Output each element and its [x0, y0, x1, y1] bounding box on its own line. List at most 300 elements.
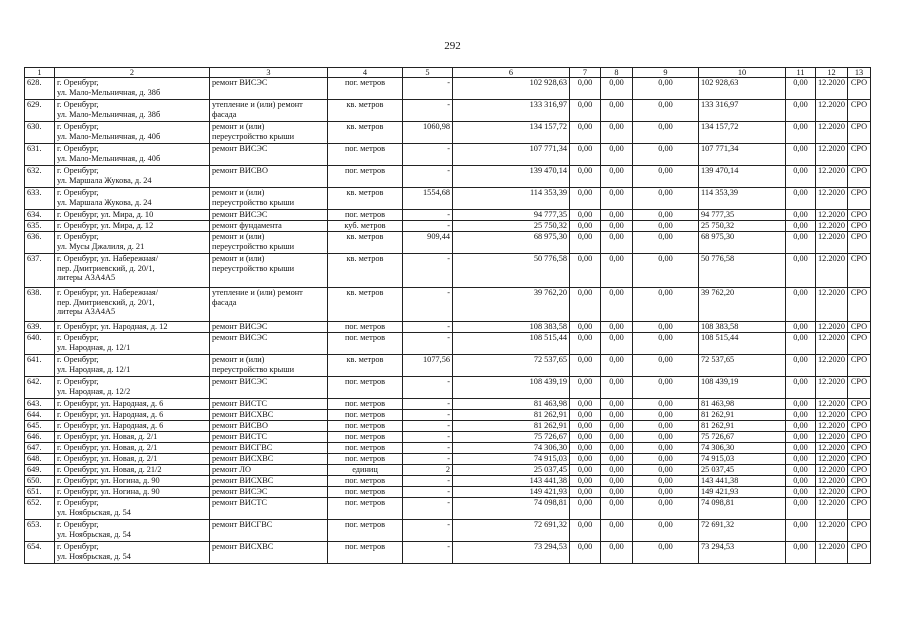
- value-cell: 0,00: [633, 322, 699, 333]
- fund-cost-cell: 81 262,91: [699, 410, 786, 421]
- value-cell: 0,00: [601, 355, 633, 377]
- total-cost-cell: 73 294,53: [453, 542, 570, 564]
- value-cell: 0,00: [601, 399, 633, 410]
- fund-cost-cell: 74 306,30: [699, 443, 786, 454]
- method-cell: СРО: [848, 288, 871, 322]
- work-type-cell: [210, 421, 328, 432]
- value-cell: 0,00: [786, 333, 816, 355]
- method-cell: СРО: [848, 254, 871, 288]
- work-type-line: ремонт ВИСХВС: [212, 454, 274, 464]
- table-row: [25, 166, 871, 188]
- address-line: г. Оренбург,: [57, 100, 99, 110]
- deadline-cell: 12.2020: [816, 166, 848, 188]
- work-type-cell: [210, 465, 328, 476]
- work-type-line: ремонт и (или): [212, 122, 265, 132]
- deadline-cell: 12.2020: [816, 78, 848, 100]
- table-row: [25, 221, 871, 232]
- method-cell: СРО: [848, 432, 871, 443]
- address-line: г. Оренбург,: [57, 498, 99, 508]
- work-type-cell: [210, 443, 328, 454]
- work-type-line: ремонт ВИСТС: [212, 498, 268, 508]
- value-cell: 0,00: [786, 144, 816, 166]
- address-line: ул. Мало-Мельничная, д. 38б: [57, 87, 161, 97]
- row-number-cell: 636.: [25, 232, 55, 254]
- value-cell: 0,00: [786, 432, 816, 443]
- value-cell: 0,00: [786, 78, 816, 100]
- address-cell: [55, 288, 210, 322]
- work-type-cell: [210, 322, 328, 333]
- column-header: 4: [328, 68, 403, 78]
- method-cell: СРО: [848, 443, 871, 454]
- address-cell: [55, 232, 210, 254]
- total-cost-cell: 39 762,20: [453, 288, 570, 322]
- total-cost-cell: 68 975,30: [453, 232, 570, 254]
- value-cell: 0,00: [786, 377, 816, 399]
- deadline-cell: 12.2020: [816, 188, 848, 210]
- quantity-cell: -: [403, 520, 453, 542]
- method-cell: СРО: [848, 100, 871, 122]
- value-cell: 0,00: [786, 166, 816, 188]
- method-cell: СРО: [848, 465, 871, 476]
- total-cost-cell: 25 037,45: [453, 465, 570, 476]
- value-cell: 0,00: [570, 465, 601, 476]
- row-number-cell: 649.: [25, 465, 55, 476]
- fund-cost-cell: 50 776,58: [699, 254, 786, 288]
- address-cell: [55, 432, 210, 443]
- address-cell: [55, 399, 210, 410]
- total-cost-cell: 72 537,65: [453, 355, 570, 377]
- address-line: г. Оренбург, ул. Набережная/: [57, 254, 159, 264]
- value-cell: 0,00: [601, 520, 633, 542]
- address-cell: [55, 465, 210, 476]
- work-type-cell: [210, 399, 328, 410]
- work-type-line: ремонт ЛО: [212, 465, 251, 475]
- address-line: г. Оренбург, ул. Новая, д. 2/1: [57, 432, 158, 442]
- table-row: [25, 432, 871, 443]
- value-cell: 0,00: [570, 355, 601, 377]
- row-number-cell: 653.: [25, 520, 55, 542]
- address-line: ул. Народная, д. 12/1: [57, 342, 131, 352]
- value-cell: 0,00: [570, 542, 601, 564]
- unit-cell: пог. метров: [328, 78, 403, 100]
- total-cost-cell: 81 463,98: [453, 399, 570, 410]
- work-type-line: ремонт ВИСЭС: [212, 210, 268, 220]
- fund-cost-cell: 72 691,32: [699, 520, 786, 542]
- method-cell: СРО: [848, 166, 871, 188]
- value-cell: 0,00: [601, 254, 633, 288]
- quantity-cell: -: [403, 377, 453, 399]
- value-cell: 0,00: [570, 254, 601, 288]
- quantity-cell: -: [403, 443, 453, 454]
- fund-cost-cell: 74 098,81: [699, 498, 786, 520]
- row-number-cell: 643.: [25, 399, 55, 410]
- quantity-cell: -: [403, 322, 453, 333]
- value-cell: 0,00: [601, 432, 633, 443]
- value-cell: 0,00: [786, 487, 816, 498]
- method-cell: СРО: [848, 122, 871, 144]
- value-cell: 0,00: [601, 443, 633, 454]
- unit-cell: кв. метров: [328, 232, 403, 254]
- value-cell: 0,00: [570, 432, 601, 443]
- quantity-cell: 1077,56: [403, 355, 453, 377]
- table-row: [25, 210, 871, 221]
- address-cell: [55, 476, 210, 487]
- unit-cell: пог. метров: [328, 432, 403, 443]
- quantity-cell: -: [403, 144, 453, 166]
- method-cell: СРО: [848, 476, 871, 487]
- method-cell: СРО: [848, 210, 871, 221]
- method-cell: СРО: [848, 188, 871, 210]
- row-number-cell: 646.: [25, 432, 55, 443]
- header-row: [25, 68, 871, 78]
- work-type-cell: [210, 232, 328, 254]
- unit-cell: куб. метров: [328, 221, 403, 232]
- work-type-line: ремонт ВИСЭС: [212, 78, 268, 88]
- table-row: [25, 355, 871, 377]
- value-cell: 0,00: [633, 122, 699, 144]
- value-cell: 0,00: [786, 520, 816, 542]
- address-cell: [55, 210, 210, 221]
- value-cell: 0,00: [601, 166, 633, 188]
- table-row: [25, 232, 871, 254]
- value-cell: 0,00: [570, 221, 601, 232]
- value-cell: 0,00: [633, 410, 699, 421]
- value-cell: 0,00: [601, 465, 633, 476]
- row-number-cell: 650.: [25, 476, 55, 487]
- method-cell: СРО: [848, 410, 871, 421]
- table-row: [25, 144, 871, 166]
- row-number-cell: 640.: [25, 333, 55, 355]
- value-cell: 0,00: [601, 333, 633, 355]
- value-cell: 0,00: [633, 232, 699, 254]
- work-type-line: переустройство крыши: [212, 241, 295, 251]
- fund-cost-cell: 143 441,38: [699, 476, 786, 487]
- quantity-cell: -: [403, 498, 453, 520]
- quantity-cell: -: [403, 254, 453, 288]
- address-line: г. Оренбург,: [57, 542, 99, 552]
- work-type-cell: [210, 410, 328, 421]
- value-cell: 0,00: [786, 232, 816, 254]
- quantity-cell: -: [403, 221, 453, 232]
- value-cell: 0,00: [570, 421, 601, 432]
- table-row: [25, 399, 871, 410]
- value-cell: 0,00: [570, 322, 601, 333]
- total-cost-cell: 75 726,67: [453, 432, 570, 443]
- value-cell: 0,00: [786, 399, 816, 410]
- value-cell: 0,00: [633, 210, 699, 221]
- table-row: [25, 454, 871, 465]
- value-cell: 0,00: [570, 443, 601, 454]
- row-number-cell: 651.: [25, 487, 55, 498]
- table-row: [25, 100, 871, 122]
- value-cell: 0,00: [601, 498, 633, 520]
- value-cell: 0,00: [601, 221, 633, 232]
- total-cost-cell: 102 928,63: [453, 78, 570, 100]
- quantity-cell: -: [403, 399, 453, 410]
- value-cell: 0,00: [786, 410, 816, 421]
- deadline-cell: 12.2020: [816, 122, 848, 144]
- total-cost-cell: 139 470,14: [453, 166, 570, 188]
- address-line: пер. Дмитриевский, д. 20/1,: [57, 263, 155, 273]
- address-cell: [55, 355, 210, 377]
- value-cell: 0,00: [633, 454, 699, 465]
- value-cell: 0,00: [786, 288, 816, 322]
- value-cell: 0,00: [633, 432, 699, 443]
- column-header: 13: [848, 68, 871, 78]
- row-number-cell: 629.: [25, 100, 55, 122]
- quantity-cell: -: [403, 542, 453, 564]
- column-header: 10: [699, 68, 786, 78]
- address-line: г. Оренбург,: [57, 377, 99, 387]
- address-line: г. Оренбург,: [57, 122, 99, 132]
- column-header: 1: [25, 68, 55, 78]
- method-cell: СРО: [848, 454, 871, 465]
- address-cell: [55, 188, 210, 210]
- work-type-cell: [210, 355, 328, 377]
- address-line: г. Оренбург, ул. Набережная/: [57, 288, 159, 298]
- total-cost-cell: 72 691,32: [453, 520, 570, 542]
- value-cell: 0,00: [601, 232, 633, 254]
- method-cell: СРО: [848, 221, 871, 232]
- table-row: [25, 78, 871, 100]
- table-row: [25, 542, 871, 564]
- deadline-cell: 12.2020: [816, 322, 848, 333]
- address-line: г. Оренбург,: [57, 144, 99, 154]
- fund-cost-cell: 149 421,93: [699, 487, 786, 498]
- value-cell: 0,00: [786, 443, 816, 454]
- total-cost-cell: 74 915,03: [453, 454, 570, 465]
- unit-cell: кв. метров: [328, 355, 403, 377]
- row-number-cell: 648.: [25, 454, 55, 465]
- address-line: г. Оренбург, ул. Новая, д. 2/1: [57, 454, 158, 464]
- method-cell: СРО: [848, 333, 871, 355]
- address-line: г. Оренбург, ул. Мира, д. 10: [57, 210, 154, 220]
- address-cell: [55, 333, 210, 355]
- unit-cell: кв. метров: [328, 122, 403, 144]
- address-line: ул. Народная, д. 12/2: [57, 386, 131, 396]
- address-line: г. Оренбург, ул. Народная, д. 12: [57, 322, 168, 332]
- value-cell: 0,00: [570, 122, 601, 144]
- deadline-cell: 12.2020: [816, 454, 848, 465]
- fund-cost-cell: 107 771,34: [699, 144, 786, 166]
- table-row: [25, 487, 871, 498]
- fund-cost-cell: 68 975,30: [699, 232, 786, 254]
- fund-cost-cell: 102 928,63: [699, 78, 786, 100]
- total-cost-cell: 74 306,30: [453, 443, 570, 454]
- address-line: г. Оренбург, ул. Ногина, д. 90: [57, 476, 160, 486]
- row-number-cell: 641.: [25, 355, 55, 377]
- value-cell: 0,00: [570, 78, 601, 100]
- row-number-cell: 642.: [25, 377, 55, 399]
- deadline-cell: 12.2020: [816, 421, 848, 432]
- address-cell: [55, 221, 210, 232]
- work-type-line: ремонт ВИСВО: [212, 166, 268, 176]
- work-type-cell: [210, 333, 328, 355]
- work-type-line: ремонт ВИСТС: [212, 399, 268, 409]
- value-cell: 0,00: [786, 454, 816, 465]
- quantity-cell: -: [403, 166, 453, 188]
- value-cell: 0,00: [633, 188, 699, 210]
- address-cell: [55, 498, 210, 520]
- row-number-cell: 647.: [25, 443, 55, 454]
- address-line: ул. Мусы Джалиля, д. 21: [57, 241, 145, 251]
- unit-cell: пог. метров: [328, 410, 403, 421]
- value-cell: 0,00: [633, 377, 699, 399]
- deadline-cell: 12.2020: [816, 476, 848, 487]
- method-cell: СРО: [848, 78, 871, 100]
- address-line: ул. Мало-Мельничная, д. 40б: [57, 131, 161, 141]
- value-cell: 0,00: [633, 254, 699, 288]
- value-cell: 0,00: [570, 399, 601, 410]
- unit-cell: единиц: [328, 465, 403, 476]
- work-type-cell: [210, 144, 328, 166]
- address-line: г. Оренбург, ул. Мира, д. 12: [57, 221, 154, 231]
- value-cell: 0,00: [786, 188, 816, 210]
- table-row: [25, 465, 871, 476]
- work-type-line: переустройство крыши: [212, 364, 295, 374]
- value-cell: 0,00: [633, 144, 699, 166]
- deadline-cell: 12.2020: [816, 399, 848, 410]
- row-number-cell: 630.: [25, 122, 55, 144]
- work-type-line: ремонт ВИСЭС: [212, 144, 268, 154]
- quantity-cell: -: [403, 210, 453, 221]
- address-line: ул. Мало-Мельничная, д. 38б: [57, 109, 161, 119]
- address-line: г. Оренбург, ул. Народная, д. 6: [57, 399, 164, 409]
- deadline-cell: 12.2020: [816, 487, 848, 498]
- unit-cell: пог. метров: [328, 166, 403, 188]
- deadline-cell: 12.2020: [816, 443, 848, 454]
- column-header: 3: [210, 68, 328, 78]
- address-line: г. Оренбург,: [57, 166, 99, 176]
- value-cell: 0,00: [601, 542, 633, 564]
- address-cell: [55, 487, 210, 498]
- method-cell: СРО: [848, 322, 871, 333]
- method-cell: СРО: [848, 355, 871, 377]
- row-number-cell: 637.: [25, 254, 55, 288]
- value-cell: 0,00: [633, 100, 699, 122]
- value-cell: 0,00: [601, 487, 633, 498]
- deadline-cell: 12.2020: [816, 432, 848, 443]
- value-cell: 0,00: [786, 421, 816, 432]
- table-row: [25, 410, 871, 421]
- value-cell: 0,00: [601, 122, 633, 144]
- quantity-cell: 2: [403, 465, 453, 476]
- total-cost-cell: 108 515,44: [453, 333, 570, 355]
- address-cell: [55, 520, 210, 542]
- work-type-line: ремонт ВИСХВС: [212, 410, 274, 420]
- quantity-cell: -: [403, 454, 453, 465]
- work-type-line: ремонт и (или): [212, 188, 265, 198]
- work-type-cell: [210, 210, 328, 221]
- unit-cell: пог. метров: [328, 421, 403, 432]
- fund-cost-cell: 25 750,32: [699, 221, 786, 232]
- value-cell: 0,00: [786, 100, 816, 122]
- work-type-line: утепление и (или) ремонт: [212, 288, 303, 298]
- value-cell: 0,00: [570, 454, 601, 465]
- value-cell: 0,00: [570, 333, 601, 355]
- total-cost-cell: 108 383,58: [453, 322, 570, 333]
- repair-schedule-table: [24, 67, 871, 564]
- unit-cell: пог. метров: [328, 144, 403, 166]
- table-row: [25, 322, 871, 333]
- page-number: 292: [444, 40, 461, 52]
- method-cell: СРО: [848, 520, 871, 542]
- address-cell: [55, 454, 210, 465]
- work-type-cell: [210, 520, 328, 542]
- value-cell: 0,00: [633, 542, 699, 564]
- fund-cost-cell: 108 383,58: [699, 322, 786, 333]
- work-type-cell: [210, 487, 328, 498]
- value-cell: 0,00: [601, 377, 633, 399]
- quantity-cell: -: [403, 410, 453, 421]
- total-cost-cell: 107 771,34: [453, 144, 570, 166]
- value-cell: 0,00: [633, 166, 699, 188]
- total-cost-cell: 134 157,72: [453, 122, 570, 144]
- value-cell: 0,00: [786, 254, 816, 288]
- method-cell: СРО: [848, 377, 871, 399]
- work-type-line: ремонт ВИСЭС: [212, 322, 268, 332]
- work-type-cell: [210, 188, 328, 210]
- method-cell: СРО: [848, 144, 871, 166]
- value-cell: 0,00: [633, 399, 699, 410]
- total-cost-cell: 25 750,32: [453, 221, 570, 232]
- row-number-cell: 632.: [25, 166, 55, 188]
- deadline-cell: 12.2020: [816, 144, 848, 166]
- fund-cost-cell: 94 777,35: [699, 210, 786, 221]
- address-line: ул. Народная, д. 12/1: [57, 364, 131, 374]
- work-type-line: ремонт и (или): [212, 232, 265, 242]
- address-cell: [55, 78, 210, 100]
- value-cell: 0,00: [786, 322, 816, 333]
- fund-cost-cell: 81 463,98: [699, 399, 786, 410]
- table-row: [25, 443, 871, 454]
- unit-cell: пог. метров: [328, 498, 403, 520]
- value-cell: 0,00: [786, 542, 816, 564]
- value-cell: 0,00: [786, 498, 816, 520]
- method-cell: СРО: [848, 487, 871, 498]
- unit-cell: пог. метров: [328, 454, 403, 465]
- row-number-cell: 634.: [25, 210, 55, 221]
- fund-cost-cell: 133 316,97: [699, 100, 786, 122]
- address-cell: [55, 542, 210, 564]
- deadline-cell: 12.2020: [816, 100, 848, 122]
- value-cell: 0,00: [570, 498, 601, 520]
- deadline-cell: 12.2020: [816, 542, 848, 564]
- total-cost-cell: 81 262,91: [453, 410, 570, 421]
- method-cell: СРО: [848, 232, 871, 254]
- work-type-line: утепление и (или) ремонт: [212, 100, 303, 110]
- total-cost-cell: 143 441,38: [453, 476, 570, 487]
- value-cell: 0,00: [633, 421, 699, 432]
- work-type-line: ремонт ВИСГВС: [212, 520, 273, 530]
- value-cell: 0,00: [570, 144, 601, 166]
- method-cell: СРО: [848, 542, 871, 564]
- column-header: 7: [570, 68, 601, 78]
- method-cell: СРО: [848, 421, 871, 432]
- address-line: ул. Ноябрьская, д. 54: [57, 507, 131, 517]
- work-type-line: ремонт ВИСТС: [212, 432, 268, 442]
- unit-cell: пог. метров: [328, 333, 403, 355]
- fund-cost-cell: 108 439,19: [699, 377, 786, 399]
- fund-cost-cell: 73 294,53: [699, 542, 786, 564]
- total-cost-cell: 94 777,35: [453, 210, 570, 221]
- value-cell: 0,00: [570, 410, 601, 421]
- deadline-cell: 12.2020: [816, 355, 848, 377]
- row-number-cell: 652.: [25, 498, 55, 520]
- address-line: г. Оренбург, ул. Народная, д. 6: [57, 421, 164, 431]
- value-cell: 0,00: [786, 476, 816, 487]
- work-type-cell: [210, 254, 328, 288]
